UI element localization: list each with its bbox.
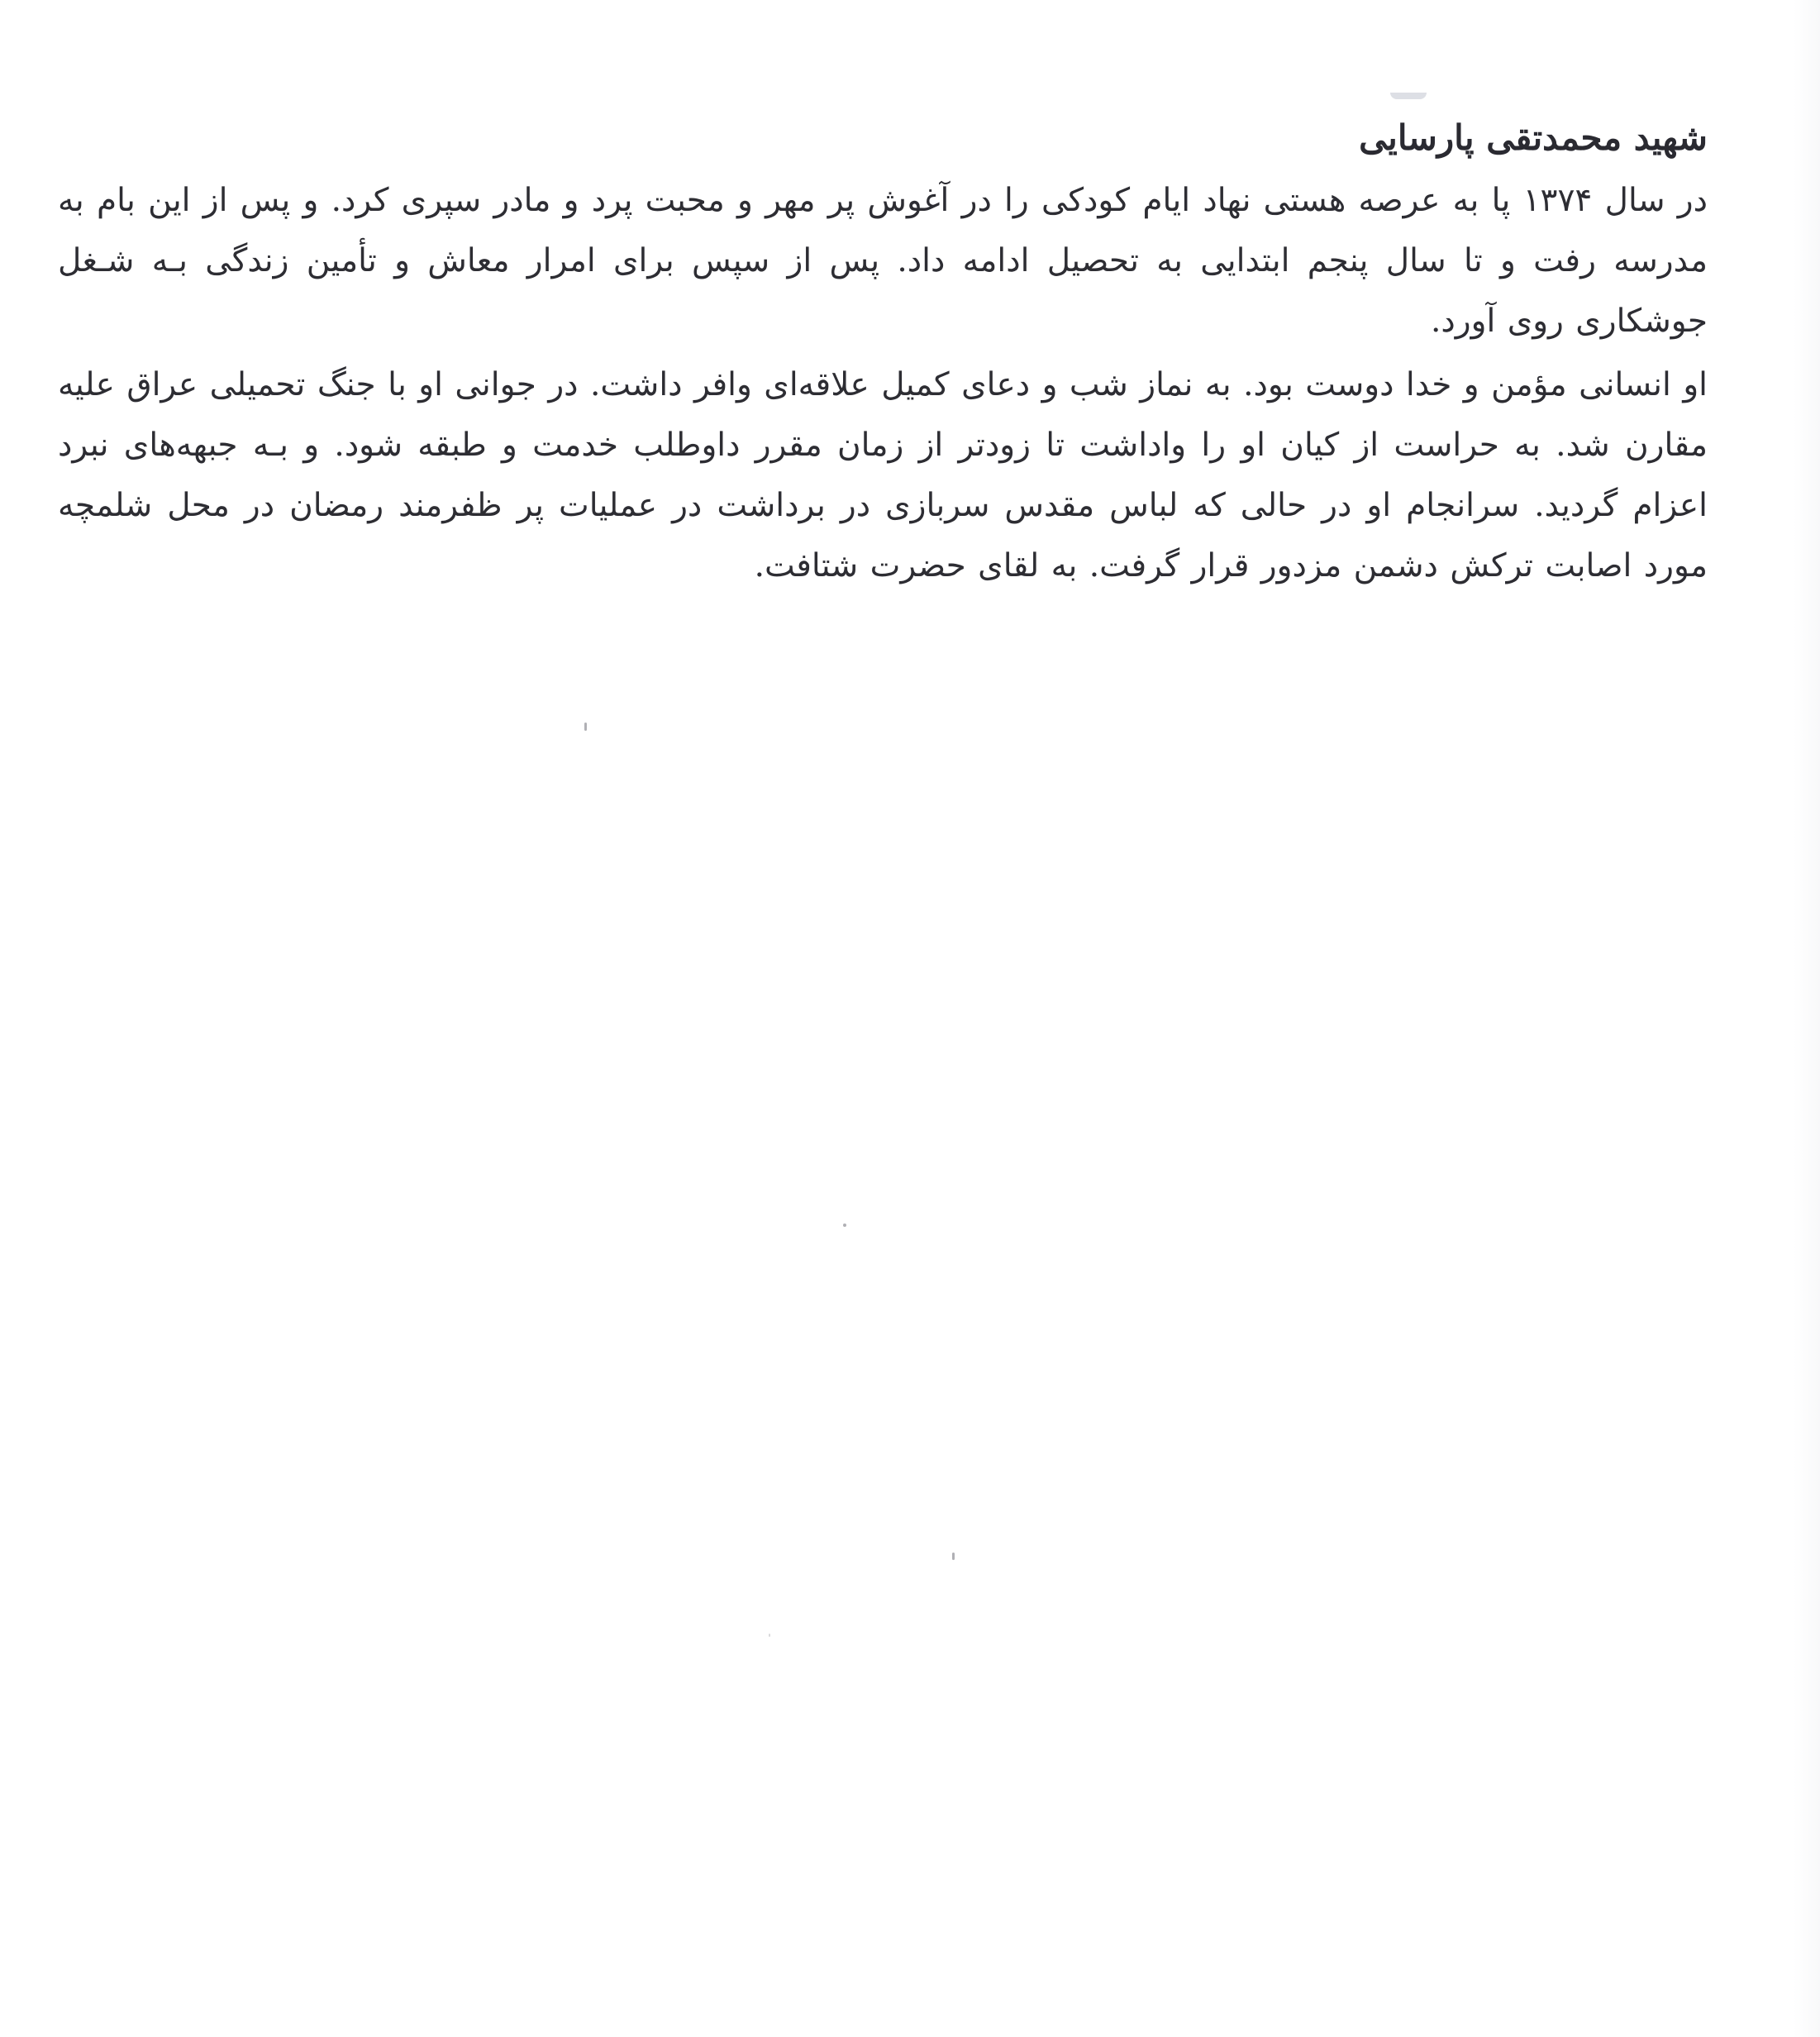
scan-speck [952,1553,955,1560]
biography-paragraph-1: در سال ۱۳۷۴ پا به عرصه هستی نهاد ایام کودکی را در آغوش پر مهر و محبت پرد و مادر سپری کرد. و پس از این بام به مدرسه رفت و تا سال پنجم ابتدایی به تحصیل ادامه داد. پس از سپس برای امرار معاش و تأمین زندگی بـه شـغل جوشکاری روی آورد. [58,182,1708,340]
page-title: شهید محمدتقی پارسایی [1359,117,1708,158]
document-text-block [58,109,1708,599]
scan-speck [843,1224,846,1227]
scan-speck [769,1634,770,1637]
biography-paragraph-2: او انسانی مؤمن و خدا دوست بود. به نماز شب و دعای کمیل علاقه‌ای وافر داشت. در جوانی او با جنگ تحمیلی عراق علیه مقارن شد. به حراست از کیان او را واداشت تا زودتر از زمان مقرر داوطلب خدمت و طبقه شود. و بـه جبهه‌های نبرد اعزام گردید. سرانجام او در حالی که لباس مقدس سربازی در برداشت در عملیات پر ظفرمند رمضان در محل شلمچه مورد اصابت ترکش دشمن مزدور قرار گرفت. به لقای حضرت شتافت. [58,366,1708,584]
scan-speck [584,723,587,731]
scan-edge-shadow [1794,0,1820,2037]
scan-mark [1390,93,1427,99]
